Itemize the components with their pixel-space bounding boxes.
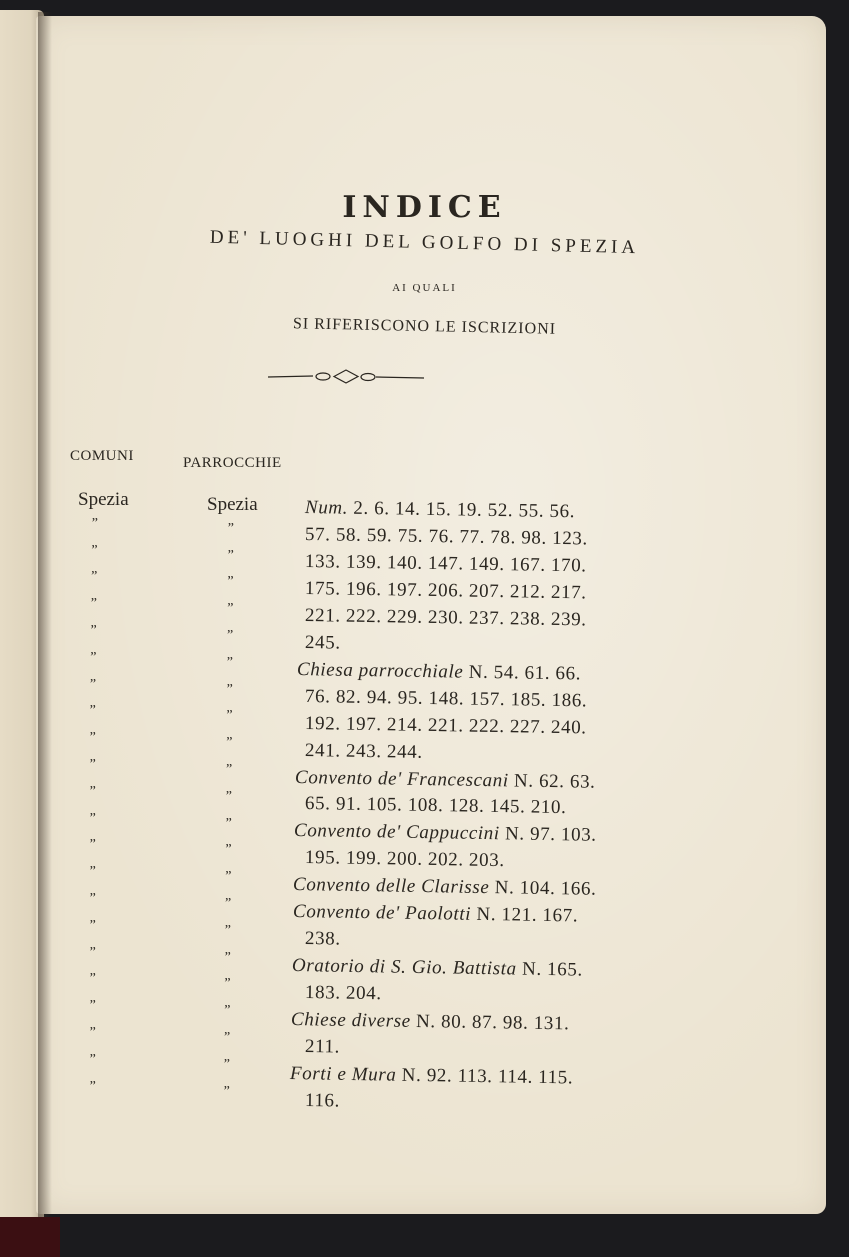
entry-label: Convento de' Francescani	[294, 766, 509, 791]
parrocchia-cell: ”	[224, 1003, 231, 1019]
entry-numbers: 2. 6. 14. 15. 19. 52. 55. 56.	[347, 497, 576, 523]
entry-label: Chiese diverse	[290, 1009, 411, 1032]
entry-label: Convento de' Paolotti	[292, 901, 471, 926]
entry-label: Convento de' Cappuccini	[293, 820, 500, 845]
entry-numbers: 183. 204.	[304, 982, 382, 1005]
parrocchia-cell: ”	[223, 1083, 230, 1099]
comune-cell: ”	[89, 676, 97, 692]
entry-text	[305, 524, 588, 550]
parrocchia-cell: ”	[225, 842, 232, 858]
parrocchia-cell: ”	[226, 681, 233, 697]
comune-cell: ”	[89, 944, 96, 960]
entry-numbers: 116.	[304, 1089, 341, 1112]
entry-text	[305, 686, 588, 712]
entry-label: Oratorio di S. Gio. Battista	[291, 955, 517, 980]
entry-text	[305, 1036, 340, 1059]
entry-text	[295, 767, 596, 794]
entry-numbers: 245.	[304, 631, 341, 654]
comune-cell: ”	[89, 1078, 96, 1094]
entry-label: Convento delle Clarisse	[292, 874, 490, 899]
entry-numbers: N. 121. 167.	[470, 904, 578, 927]
entry-numbers: 65. 91. 105. 108. 128. 145. 210.	[304, 793, 567, 819]
heading-line-3: SI RIFERISCONO LE ISCRIZIONI	[292, 315, 557, 338]
parrocchia-cell: ”	[226, 708, 233, 724]
binding-corner	[0, 1217, 60, 1257]
comune-cell: ”	[89, 1025, 96, 1040]
entry-numbers: N. 92. 113. 114. 115.	[395, 1064, 573, 1089]
entry-numbers: 76. 82. 94. 95. 148. 157. 185. 186.	[304, 685, 588, 712]
entry-numbers: 57. 58. 59. 75. 76. 77. 78. 98. 123.	[304, 523, 588, 550]
entry-text	[297, 659, 581, 685]
comune-cell: ”	[89, 998, 96, 1014]
entry-label: Forti e Mura	[289, 1062, 397, 1086]
entry-numbers: 238.	[304, 928, 341, 950]
comune-cell: ”	[91, 515, 98, 531]
comune-cell: Spezia	[78, 489, 129, 510]
heading-line-1: DE' LUOGHI DEL GOLFO DI SPEZIA	[209, 226, 640, 259]
parrocchia-cell: ”	[227, 520, 235, 536]
entry-label: Chiesa parrocchiale	[296, 658, 464, 683]
entry-text	[305, 578, 587, 604]
entry-text	[305, 605, 587, 631]
comune-cell: ”	[89, 837, 96, 853]
entry-text	[305, 551, 587, 577]
parrocchia-cell: ”	[227, 574, 234, 590]
parrocchia-cell: ”	[227, 547, 234, 563]
comune-cell: ”	[90, 649, 97, 665]
entry-numbers: N. 97. 103.	[499, 823, 597, 847]
entry-numbers: 195. 199. 200. 202. 203.	[304, 847, 505, 872]
parrocchia-cell: ”	[227, 628, 234, 643]
column-header-comuni: COMUNI	[70, 448, 134, 464]
parrocchia-cell: ”	[225, 896, 232, 911]
comune-cell: ”	[89, 810, 96, 826]
parrocchia-cell: ”	[224, 922, 232, 938]
parrocchia-cell: ”	[225, 788, 233, 804]
comune-cell: ”	[89, 783, 96, 799]
comune-cell: ”	[89, 864, 96, 880]
entry-text	[305, 847, 505, 872]
entry-text	[305, 497, 575, 523]
entry-numbers: N. 62. 63.	[508, 769, 596, 793]
comune-cell: ”	[91, 542, 98, 558]
comune-cell: ”	[89, 730, 96, 746]
parrocchia-cell: ”	[226, 654, 234, 670]
parrocchia-cell: ”	[224, 949, 231, 965]
entry-numbers: 221. 222. 229. 230. 237. 238. 239.	[304, 604, 587, 631]
heading-line-2: AI QUALI	[392, 282, 457, 294]
entry-text	[305, 793, 567, 819]
parrocchia-cell: ”	[225, 815, 232, 831]
comune-cell: ”	[89, 891, 96, 906]
entry-text	[305, 982, 382, 1005]
entry-text	[305, 713, 587, 739]
comune-cell: ”	[89, 917, 96, 933]
comune-cell: ”	[90, 596, 98, 612]
comune-cell: ”	[91, 569, 98, 585]
entry-text	[305, 632, 341, 655]
entry-text	[305, 928, 341, 951]
parrocchia-cell: ”	[226, 735, 233, 751]
parrocchia-cell: ”	[223, 1056, 231, 1072]
spine-shadow	[38, 12, 52, 1217]
comune-cell: ”	[89, 1051, 96, 1067]
entry-text	[289, 1063, 573, 1089]
parrocchia-cell: ”	[227, 601, 234, 617]
entry-label: Num.	[304, 497, 349, 519]
ornament-divider	[268, 368, 424, 386]
entry-text	[305, 1090, 340, 1113]
parrocchia-cell: Spezia	[207, 494, 258, 515]
entry-numbers: 192. 197. 214. 221. 222. 227. 240.	[304, 712, 587, 739]
entry-text	[290, 1009, 569, 1035]
column-header-parrocchie: PARROCCHIE	[183, 455, 282, 471]
entry-numbers: 211.	[304, 1036, 341, 1058]
entry-text	[305, 740, 423, 764]
entry-numbers: N. 54. 61. 66.	[463, 661, 582, 685]
parrocchia-cell: ”	[226, 762, 233, 777]
entry-numbers: N. 104. 166.	[489, 877, 597, 901]
index-title: INDICE	[342, 190, 507, 225]
parrocchia-cell: ”	[225, 869, 232, 885]
entry-numbers: 175. 196. 197. 206. 207. 212. 217.	[304, 577, 587, 604]
comune-cell: ”	[89, 703, 96, 719]
parrocchia-cell: ”	[224, 1030, 231, 1045]
comune-cell: ”	[89, 757, 96, 772]
entry-numbers: 241. 243. 244.	[304, 739, 423, 763]
entry-numbers: N. 165.	[516, 958, 583, 981]
parrocchia-cell: ”	[224, 976, 231, 992]
entry-numbers: 133. 139. 140. 147. 149. 167. 170.	[304, 550, 587, 577]
entry-numbers: N. 80. 87. 98. 131.	[410, 1010, 570, 1035]
comune-cell: ”	[89, 971, 96, 987]
comune-cell: ”	[90, 623, 97, 638]
